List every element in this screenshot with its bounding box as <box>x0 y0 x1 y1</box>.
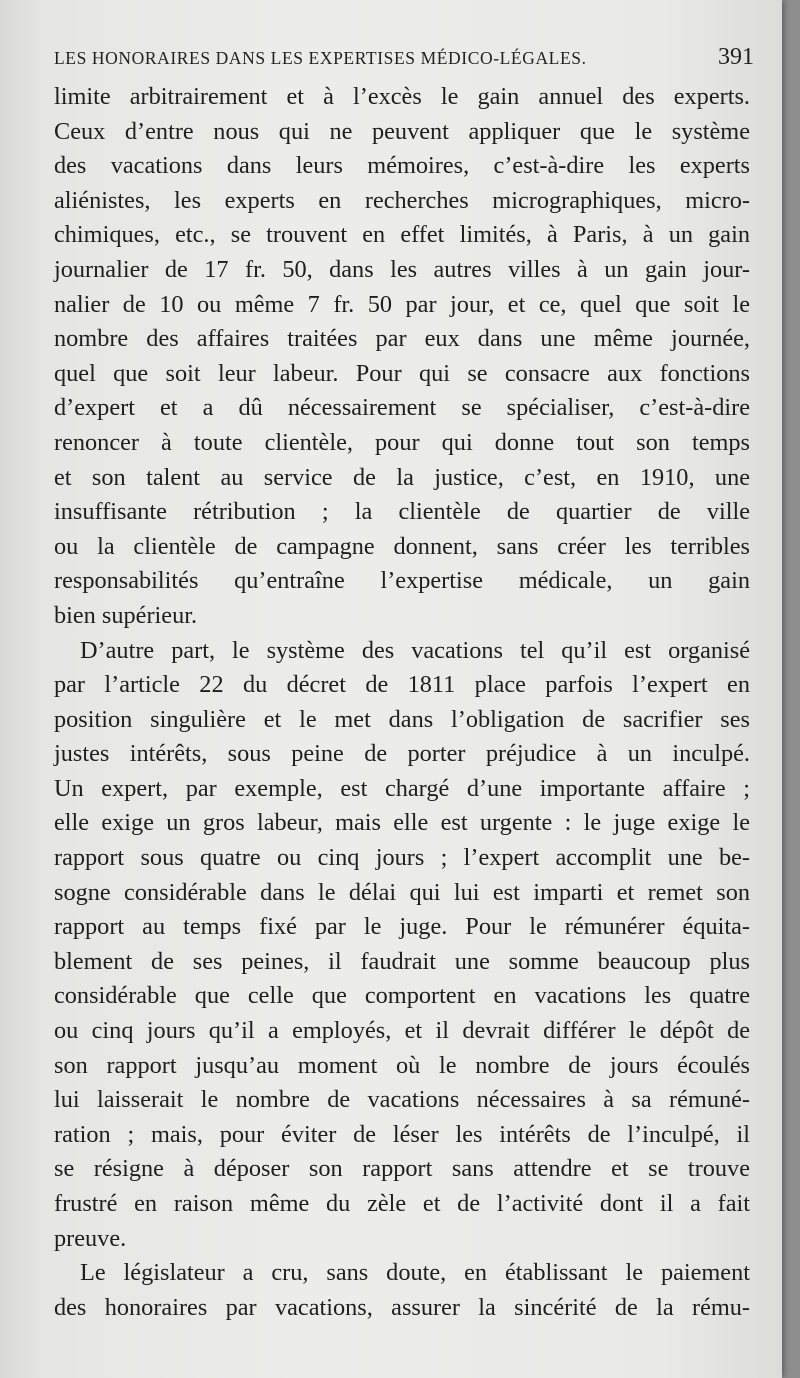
text-line: insuffisante rétribution ; la clientèle de quartier de ville <box>54 498 750 526</box>
text-line: justes intérêts, sous peine de porter préjudice à un inculpé. <box>54 740 750 768</box>
text-line: Ceux d’entre nous qui ne peuvent appliquer que le système <box>54 117 750 145</box>
body-text <box>54 80 750 1325</box>
paragraph-3 <box>54 1256 750 1325</box>
text-line: rapport au temps fixé par le juge. Pour le rémunérer équita- <box>54 913 750 941</box>
text-line: preuve. <box>54 1224 127 1252</box>
text-line: d’expert et a dû nécessairement se spécialiser, c’est-à-dire <box>54 394 750 422</box>
text-line: ration ; mais, pour éviter de léser les intérêts de l’inculpé, il <box>54 1120 750 1148</box>
text-line: aliénistes, les experts en recherches micrographiques, micro- <box>54 186 750 214</box>
text-line: ou cinq jours qu’il a employés, et il devrait différer le dépôt de <box>54 1017 750 1045</box>
text-line: rapport sous quatre ou cinq jours ; l’expert accomplit une be- <box>54 844 750 872</box>
text-line: considérable que celle que comportent en vacations les quatre <box>54 982 750 1010</box>
running-title: LES HONORAIRES DANS LES EXPERTISES MÉDICO-LÉGALES. <box>54 48 587 68</box>
text-line: bien supérieur. <box>54 601 198 629</box>
text-line: journalier de 17 fr. 50, dans les autres villes à un gain jour- <box>54 255 750 283</box>
text-line: renoncer à toute clientèle, pour qui donne tout son temps <box>54 428 750 456</box>
text-line: Le législateur a cru, sans doute, en établissant le paiement <box>80 1259 750 1287</box>
text-line: des honoraires par vacations, assurer la sincérité de la rému- <box>54 1293 750 1321</box>
text-line: par l’article 22 du décret de 1811 place parfois l’expert en <box>54 671 750 699</box>
text-line: se résigne à déposer son rapport sans attendre et se trouve <box>54 1155 750 1183</box>
text-line: des vacations dans leurs mémoires, c’est-à-dire les experts <box>54 152 750 180</box>
text-line: son rapport jusqu’au moment où le nombre de jours écoulés <box>54 1051 750 1079</box>
paragraph-2 <box>54 634 750 1257</box>
paragraph-1 <box>54 80 750 634</box>
text-line: limite arbitrairement et à l’excès le gain annuel des experts. <box>54 83 750 110</box>
page-number: 391 <box>718 44 754 70</box>
text-line: sogne considérable dans le délai qui lui est imparti et remet son <box>54 878 750 906</box>
text-line: elle exige un gros labeur, mais elle est urgente : le juge exige le <box>54 809 750 837</box>
text-line: blement de ses peines, il faudrait une somme beaucoup plus <box>54 947 750 975</box>
text-line: quel que soit leur labeur. Pour qui se consacre aux fonctions <box>54 359 750 387</box>
text-line: ou la clientèle de campagne donnent, sans créer les terribles <box>54 532 750 560</box>
text-line: nombre des affaires traitées par eux dans une même journée, <box>54 325 750 353</box>
text-line: Un expert, par exemple, est chargé d’une importante affaire ; <box>54 774 750 802</box>
text-line: frustré en raison même du zèle et de l’activité dont il a fait <box>54 1190 750 1217</box>
page-header <box>54 44 754 78</box>
text-line: D’autre part, le système des vacations tel qu’il est organisé <box>80 636 750 664</box>
text-line: responsabilités qu’entraîne l’expertise médicale, un gain <box>54 567 750 595</box>
text-line: et son talent au service de la justice, c’est, en 1910, une <box>54 463 750 491</box>
text-line: position singulière et le met dans l’obligation de sacrifier ses <box>54 705 750 733</box>
text-line: lui laisserait le nombre de vacations nécessaires à sa rémuné- <box>54 1086 750 1114</box>
text-line: chimiques, etc., se trouvent en effet limités, à Paris, à un gain <box>54 221 750 249</box>
text-line: nalier de 10 ou même 7 fr. 50 par jour, et ce, quel que soit le <box>54 290 750 318</box>
